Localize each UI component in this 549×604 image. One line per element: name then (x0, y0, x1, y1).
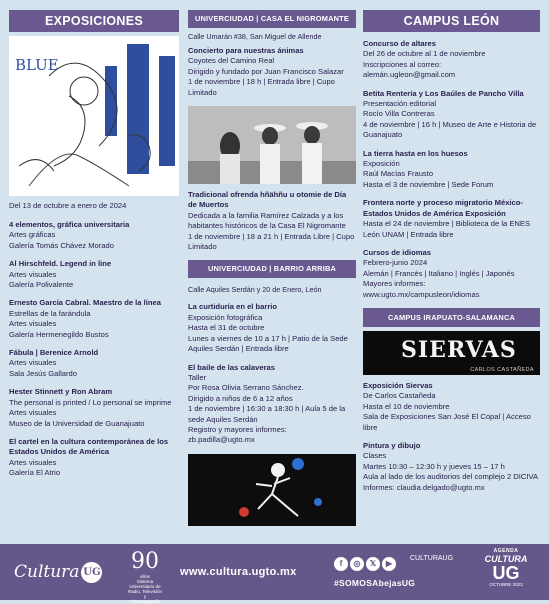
event-detail: Dirigido y fundado por Juan Francisco Salazar (188, 66, 344, 76)
event-detail: Presentación editorial (363, 99, 437, 109)
siervas-title: SIERVAS (401, 336, 517, 363)
event-title: Cursos de idiomas (363, 247, 431, 257)
event-detail: Informes: claudia.delgado@ugto.mx (363, 482, 485, 492)
youtube-icon[interactable]: ▶ (382, 557, 396, 571)
event-item (9, 298, 179, 340)
univerciudad-column (188, 10, 356, 526)
exposiciones-column (9, 10, 179, 487)
exposiciones-list (9, 220, 179, 479)
event-detail: Coyotes del Camino Real (188, 56, 275, 66)
event-detail: The personal is printed / Lo personal se imprime (9, 397, 172, 407)
hashtag: #SOMOSAbejasUG (334, 578, 416, 588)
event-title: La tierra hasta en los huesos (363, 148, 468, 158)
event-detail: 1 de noviembre | 18 h | Entrada libre | Cupo Limitado (188, 77, 335, 97)
casa-nigromante-address: Calle Umarán #38, San Miguel de Allende (188, 32, 322, 41)
event-item (9, 259, 179, 290)
event-detail: Dedicada a la familia Ramírez Calzada y a los habitantes históricos de la Casa El Nigromante (188, 210, 346, 231)
event-item (363, 198, 540, 240)
event-detail: Aula al lado de los auditorios del complejo 2 DICIVA (363, 472, 539, 482)
event-item (188, 190, 356, 252)
ofrenda-event (188, 190, 356, 252)
event-detail: Artes visuales (9, 319, 57, 329)
casa-nigromante-event (188, 46, 356, 98)
event-title: Betita Rentería y Los Baúles de Pancho Villa (363, 88, 524, 98)
barrio-arriba-header: UNIVERCIUDAD | BARRIO ARRIBA (188, 260, 356, 278)
event-item (363, 39, 540, 81)
campus-irapuato-header: CAMPUS IRAPUATO-SALAMANCA (363, 308, 540, 327)
event-detail: Dirigido a niños de 6 a 12 años (188, 393, 293, 403)
event-title: La curtiduría en el barrio (188, 302, 278, 312)
event-detail: Artes visuales (9, 358, 57, 368)
event-title: Concurso de altares (363, 39, 437, 48)
event-title: Tradicional ofrenda hñähñu u otomie de Día de Muertos (188, 190, 347, 210)
event-detail: Por Rosa Olivia Serrano Sánchez. (188, 383, 304, 393)
social-handle: CULTURAUG (410, 555, 454, 562)
social-icons (334, 553, 398, 571)
event-detail: De Carlos Castañeda (363, 391, 436, 401)
event-detail: Martes 10:30 – 12:30 h y jueves 15 – 17 h (363, 461, 505, 471)
event-title: 4 elementos, gráfica universitaria (9, 220, 130, 229)
exposiciones-artwork (9, 36, 179, 196)
x-icon[interactable]: 𝕏 (366, 557, 380, 571)
event-item (363, 381, 540, 433)
event-title: Hester Stinnett y Ron Abram (9, 387, 113, 397)
event-item (363, 441, 540, 493)
campus-column (363, 10, 540, 501)
casa-nigromante-header: UNIVERCIUDAD | CASA EL NIGROMANTE (188, 10, 356, 28)
event-detail: Taller (188, 372, 207, 382)
exposiciones-header: EXPOSICIONES (9, 10, 179, 32)
event-detail: Sala de Exposiciones San José El Copal | Acceso libre (363, 412, 531, 432)
event-title: Fábula | Berenice Arnold (9, 348, 99, 358)
event-item (188, 363, 356, 446)
event-detail: Exposición (363, 159, 400, 169)
event-detail: 4 de noviembre | 16 h | Museo de Arte e Historia de Guanajuato (363, 119, 537, 140)
event-detail: Galería Polivalente (9, 280, 74, 290)
event-item (188, 302, 356, 354)
footer-bar (0, 544, 549, 604)
siervas-author: CARLOS CASTAÑEDA (470, 366, 534, 373)
event-detail: Lunes a viernes de 10 a 17 h | Patio de la Sede Aquiles Serdán | Entrada libre (188, 333, 348, 354)
event-detail: zb.padilla@ugto.mx (188, 435, 255, 445)
event-item (363, 149, 540, 191)
event-item (363, 248, 540, 300)
exposiciones-date-range: Del 13 de octubre a enero de 2024 (9, 201, 127, 210)
event-detail: 1 de noviembre | 18 a 21 h | Entrada Libre | Cupo Limitado (188, 231, 355, 252)
event-detail: Registro y mayores informes: (188, 424, 287, 434)
event-item (363, 89, 540, 141)
instagram-icon[interactable]: ◎ (350, 557, 364, 571)
campus-leon-header: CAMPUS LEÓN (363, 10, 540, 32)
ninety-years-logo: 90 años Sistema Universitario de Radio, Televisión y Cinematografía (128, 549, 162, 604)
website-link[interactable]: www.cultura.ugto.mx (180, 566, 297, 578)
event-detail: Estrellas de la farándula (9, 308, 91, 318)
siervas-banner (363, 331, 540, 375)
barrio-arriba-address: Calle Aquiles Serdán y 20 de Enero, León (188, 285, 322, 295)
event-item (9, 348, 179, 379)
event-item (188, 46, 356, 98)
event-detail: Sala Jesús Gallardo (9, 368, 77, 378)
event-detail: Artes visuales (9, 269, 57, 279)
event-detail: Del 26 de octubre al 1 de noviembre (363, 49, 486, 59)
event-title: Pintura y dibujo (363, 440, 421, 450)
event-detail: Exposición fotográfica (188, 312, 263, 322)
event-detail: Museo de la Universidad de Guanajuato (9, 418, 145, 428)
event-item (9, 220, 179, 251)
event-detail: Galería El Atrio (9, 468, 61, 478)
event-title: El cartel en la cultura contemporánea de los Estados Unidos de América (9, 436, 169, 457)
event-detail: Febrero-junio 2024 (363, 258, 428, 268)
coyotes-photo (188, 106, 356, 184)
event-detail: Artes visuales (9, 457, 57, 467)
event-detail: Hasta el 10 de noviembre (363, 401, 450, 411)
event-detail: 1 de noviembre | 16:30 a 18:30 h | Aula 5 de la sede Aquiles Serdán (188, 404, 346, 424)
campus-leon-events (363, 39, 540, 300)
event-detail: Clases (363, 451, 387, 461)
event-detail: Alemán | Francés | Italiano | Inglés | Japonés (363, 268, 515, 278)
event-detail: Raúl Macías Frausto (363, 169, 434, 179)
event-title: Exposición Siervas (363, 380, 433, 390)
event-detail: Rocío Villa Contreras (363, 109, 435, 119)
event-title: Ernesto García Cabral. Maestro de la línea (9, 298, 161, 308)
event-detail: Artes gráficas (9, 230, 56, 240)
event-item (9, 437, 179, 479)
event-detail: Hasta el 3 de noviembre | Sede Forum (363, 179, 494, 189)
event-detail: Hasta el 24 de noviembre | Biblioteca de la ENES León UNAM | Entrada libre (363, 219, 531, 239)
agenda-cultura-logo: AGENDA CULTURA UG OCTUBRE 2023 (484, 548, 528, 587)
artwork-title: BLUE (15, 56, 59, 74)
event-item (9, 387, 179, 429)
event-title: Concierto para nuestras ánimas (188, 46, 304, 55)
event-detail: Mayores informes: (363, 279, 426, 289)
campus-irapuato-events (363, 381, 540, 493)
event-detail: Hasta el 31 de octubre (188, 323, 265, 333)
barrio-arriba-events (188, 302, 356, 445)
event-title: Al Hirschfeld. Legend in line (9, 259, 112, 269)
event-detail: Inscripciones al correo: (363, 59, 442, 69)
event-title: El baile de las calaveras (188, 362, 275, 372)
calaveras-artwork (188, 454, 356, 526)
facebook-icon[interactable]: f (334, 557, 348, 571)
event-detail: Galería Tomás Chávez Morado (9, 240, 114, 250)
event-detail: Artes visuales (9, 408, 57, 418)
event-title: Frontera norte y proceso migratorio México- Estados Unidos de América Exposición (363, 198, 523, 218)
event-detail: Galería Hermenegildo Bustos (9, 329, 109, 339)
event-detail: alemán.ugleon@gmail.com (363, 70, 456, 80)
event-detail: www.ugto.mx/campusleon/idiomas (363, 289, 480, 299)
cultura-ug-logo[interactable]: Cultura UG (14, 562, 101, 582)
